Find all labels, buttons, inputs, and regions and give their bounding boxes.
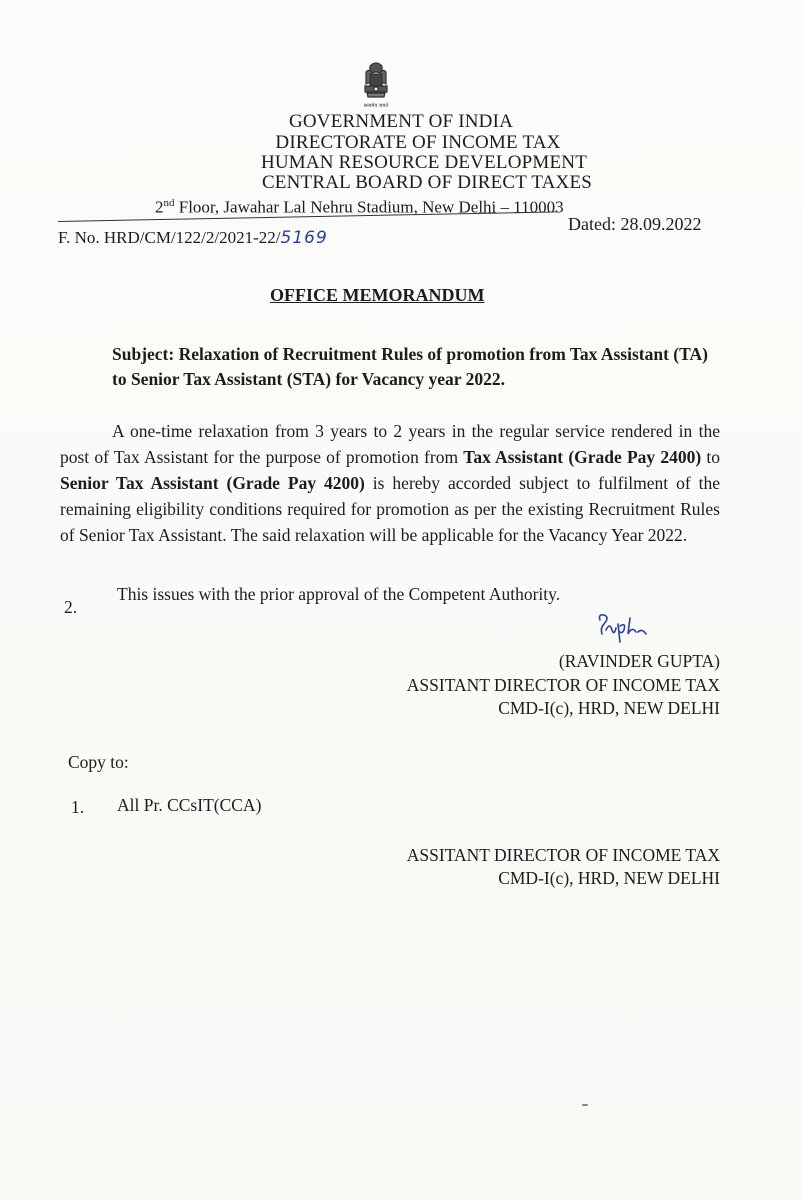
header-line-government: GOVERNMENT OF INDIA — [288, 111, 514, 132]
scan-speck — [582, 1104, 588, 1106]
signatory-designation: ASSITANT DIRECTOR OF INCOME TAX — [406, 675, 720, 695]
copy-item-text: All Pr. CCsIT(CCA) — [117, 795, 262, 815]
memo-subject: Subject: Relaxation of Recruitment Rules of promotion from Tax Assistant (TA) to Senior Tax Assistant (STA) for Vacancy year 2022. — [112, 344, 708, 389]
memo-paragraph-2-number: 2. — [64, 597, 78, 617]
signatory-name: (RAVINDER GUPTA) — [558, 651, 720, 671]
address-text: Floor, Jawahar Lal Nehru Stadium, New Delhi – 110003 — [174, 197, 564, 217]
address-floor-number: 2 — [155, 197, 164, 217]
address-floor-suffix: nd — [163, 197, 175, 209]
copy-to-label: Copy to: — [68, 752, 129, 772]
para1-text-a: A one-time relaxation from 3 years to 2 years in the regular service rendered in the post of Tax Assistant for the purpose of promotion from — [60, 421, 720, 467]
header-line-directorate: DIRECTORATE OF INCOME TAX — [275, 132, 561, 153]
copy-item-number: 1. — [71, 797, 85, 817]
file-number-printed: F. No. HRD/CM/122/2/2021-22/ — [58, 228, 281, 247]
handwritten-signature — [594, 612, 664, 644]
signatory-office: CMD-I(c), HRD, NEW DELHI — [498, 698, 720, 718]
footer-signatory-designation: ASSITANT DIRECTOR OF INCOME TAX — [406, 845, 720, 865]
para1-text-e: is hereby accorded subject to fulfilment of the remaining eligibility conditions required for promotion as per the existing Recruitment Rules of Senior Tax Assistant. The said relaxation will be applicable for the Vacancy Year 2022. — [60, 473, 720, 545]
file-number — [58, 228, 328, 248]
footer-signatory-office: CMD-I(c), HRD, NEW DELHI — [498, 868, 720, 888]
date-line: Dated: 28.09.2022 — [568, 214, 702, 234]
para1-bold-tax-assistant: Tax Assistant (Grade Pay 2400) — [463, 447, 702, 467]
header-line-hrd: HUMAN RESOURCE DEVELOPMENT — [260, 152, 588, 173]
file-number-handwritten: 5169 — [280, 228, 328, 248]
national-emblem-icon — [358, 60, 394, 110]
memo-title: OFFICE MEMORANDUM — [270, 285, 485, 305]
emblem-motto: सत्यमेव जयते — [363, 103, 389, 109]
header-line-cbdt: CENTRAL BOARD OF DIRECT TAXES — [261, 172, 593, 193]
para1-bold-senior-tax-assistant: Senior Tax Assistant (Grade Pay 4200) — [60, 473, 365, 493]
memo-paragraph-2-text: This issues with the prior approval of the Competent Authority. — [117, 584, 561, 604]
para1-text-c: to — [701, 447, 720, 467]
memo-paragraph-1 — [60, 418, 720, 548]
